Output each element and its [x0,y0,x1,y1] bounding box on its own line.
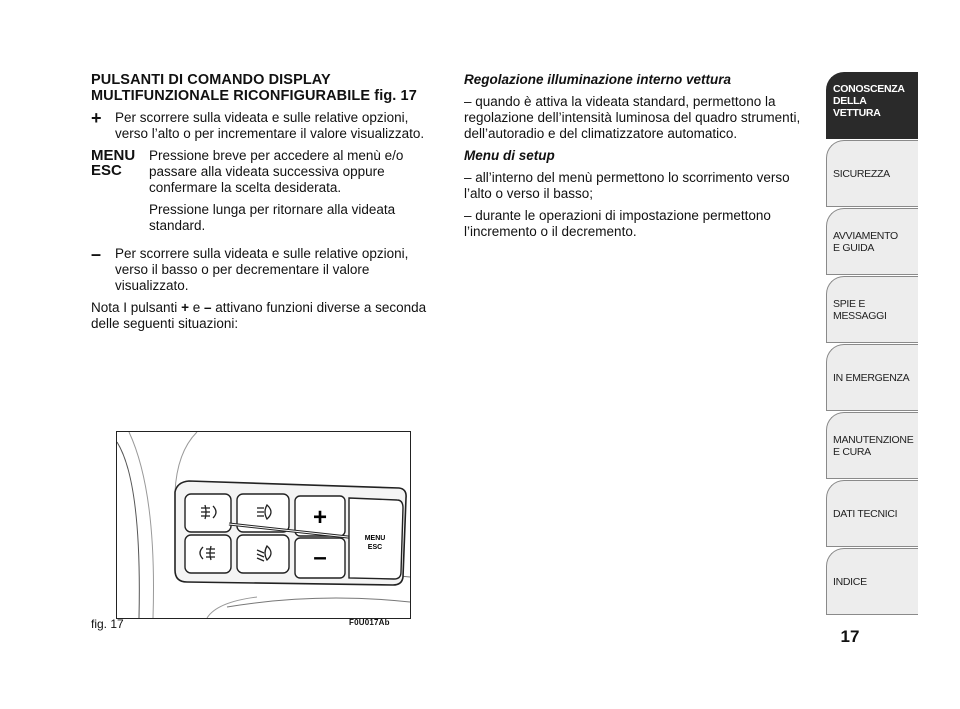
minus-symbol: – [91,244,102,264]
tab-label-line: AVVIAMENTO [833,229,898,242]
tab-label-line: CONOSCENZA [833,83,905,95]
tab-sicurezza[interactable] [826,140,918,207]
dash-contour-line [129,432,154,618]
dash-contour-line [207,597,257,618]
tab-label-line: E GUIDA [833,241,875,254]
menu-esc-body [149,148,443,240]
setup-menu-title: Menu di setup [464,148,555,163]
lighting-title: Regolazione illuminazione interno vettura [464,72,732,87]
tab-manutenzione-e-cura[interactable] [826,412,918,479]
minus-text: Per scorrere sulla videata e sulle relative opzioni, verso il basso o per decrementare il valore visualizzato. [115,246,409,293]
tab-label-line: IN EMERGENZA [833,371,910,384]
menu-esc-symbol [91,148,149,178]
esc-button-label: ESC [367,544,383,551]
figure-label: fig. 17 [91,617,124,631]
tab-label-line: MESSAGGI [833,309,887,322]
plus-symbol: + [91,108,102,128]
note-minus-symbol: – [204,300,212,315]
plus-button-description [91,110,443,142]
dash-contour-line [227,598,410,607]
tab-label-line: SICUREZZA [833,167,890,180]
right-column [464,72,816,246]
front-fog-button[interactable] [185,494,231,532]
setup-paragraph-1: – all’interno del menù permettono lo scorrimento verso l’alto o verso il basso; [464,170,790,201]
menu-short-press-text: Pressione breve per accedere al menù e/o passare alla videata successiva oppure confermare la scelta desiderata. [149,148,404,195]
tab-in-emergenza[interactable] [826,344,918,411]
tab-label-line: DELLA [833,95,867,107]
note-prefix: Nota I pulsanti [91,300,178,315]
note-suffix: attivano funzioni diverse a seconda delle seguenti situazioni: [91,300,427,331]
minus-button-description [91,246,443,294]
note-paragraph [91,300,443,332]
minus-button-label: – [313,544,327,571]
tab-label-line: E CURA [833,445,871,458]
light-button-bottom[interactable] [237,535,289,573]
tab-label-line: VETTURA [833,107,881,119]
tab-conoscenza-della-vettura[interactable] [826,72,918,139]
menu-symbol-line2: ESC [91,162,122,179]
tab-label-line: INDICE [833,575,867,588]
menu-esc-button-description [91,148,443,240]
note-and: e [192,300,201,315]
tab-spie-e-messaggi[interactable] [826,276,918,343]
tab-label-line: SPIE E [833,297,866,310]
tab-label-line: MANUTENZIONE [833,433,914,446]
page-number: 17 [840,627,860,646]
tab-avviamento-e-guida[interactable] [826,208,918,275]
dash-contour-line [117,442,139,618]
tab-dati-tecnici[interactable] [826,480,918,547]
note-plus-symbol: + [181,300,189,315]
lighting-paragraph: – quando è attiva la videata standard, permettono la regolazione dell’intensità luminosa del quadro strumenti, dell’autoradio e del climatizzatore automatico. [464,94,801,141]
rear-fog-button[interactable] [185,535,231,573]
menu-long-press-text: Pressione lunga per ritornare alla videata standard. [149,202,396,233]
plus-text: Per scorrere sulla videata e sulle relative opzioni, verso l’alto o per incrementare il valore visualizzato. [115,110,425,141]
heading-text: PULSANTI DI COMANDO DISPLAY MULTIFUNZIONALE RICONFIGURABILE [91,72,371,104]
menu-button-label: MENU [364,535,386,542]
figure-17-illustration [116,431,411,619]
control-panel-drawing [117,432,410,618]
setup-paragraph-2: – durante le operazioni di impostazione permettono l’incremento o il decremento. [464,208,771,239]
left-column [91,72,443,332]
tab-indice[interactable] [826,548,918,615]
plus-button-label: + [312,504,328,531]
figure-code: F0U017Ab [349,618,390,627]
heading-figure-ref: fig. 17 [374,88,417,104]
menu-symbol-line1: MENU [91,147,136,164]
section-heading [91,72,443,104]
tab-label-line: DATI TECNICI [833,507,898,520]
